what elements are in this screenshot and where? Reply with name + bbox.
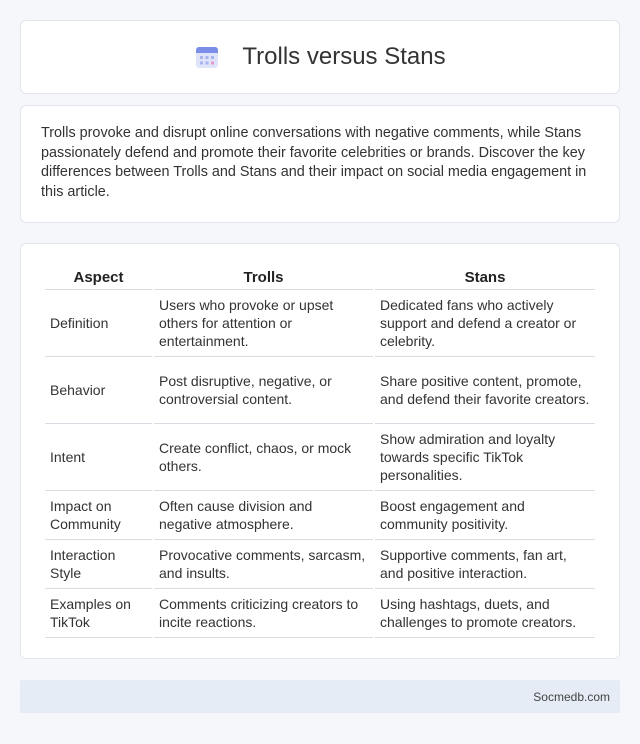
table-cell-stans: Dedicated fans who actively support and defend a creator or celebrity. [375, 290, 595, 357]
table-cell-aspect: Interaction Style [45, 540, 152, 589]
table-header-row [45, 262, 595, 290]
column-header-stans: Stans [375, 262, 595, 290]
intro-text: Trolls provoke and disrupt online conversations with negative comments, while Stans passionately defend and promote their favorite celebrities or brands. Discover the key differences between Trolls and Stans and their impact on social media engagement in this article. [41, 125, 587, 200]
table-row [45, 357, 595, 424]
comparison-table-card [20, 243, 620, 659]
page-title: Trolls versus Stans [242, 43, 446, 70]
column-header-trolls: Trolls [154, 262, 373, 290]
title-card [20, 20, 620, 94]
table-cell-stans: Share positive content, promote, and defend their favorite creators. [375, 357, 595, 424]
table-row [45, 424, 595, 491]
table-cell-aspect: Intent [45, 424, 152, 491]
table-row [45, 290, 595, 357]
table-cell-aspect: Behavior [45, 357, 152, 424]
intro-card [20, 105, 620, 223]
table-cell-trolls: Post disruptive, negative, or controversial content. [154, 357, 373, 424]
table-row [45, 589, 595, 638]
table-cell-stans: Show admiration and loyalty towards specific TikTok personalities. [375, 424, 595, 491]
calendar-icon [194, 44, 220, 70]
table-cell-trolls: Create conflict, chaos, or mock others. [154, 424, 373, 491]
footer-site-name: Socmedb.com [533, 689, 610, 704]
table-cell-trolls: Provocative comments, sarcasm, and insults. [154, 540, 373, 589]
table-cell-stans: Boost engagement and community positivity. [375, 491, 595, 540]
table-cell-stans: Using hashtags, duets, and challenges to promote creators. [375, 589, 595, 638]
table-row [45, 491, 595, 540]
comparison-table [43, 262, 597, 638]
table-cell-aspect: Examples on TikTok [45, 589, 152, 638]
table-cell-trolls: Comments criticizing creators to incite reactions. [154, 589, 373, 638]
table-row [45, 540, 595, 589]
column-header-aspect: Aspect [45, 262, 152, 290]
table-cell-aspect: Definition [45, 290, 152, 357]
table-cell-trolls: Often cause division and negative atmosphere. [154, 491, 373, 540]
footer-bar [20, 680, 620, 713]
table-cell-stans: Supportive comments, fan art, and positive interaction. [375, 540, 595, 589]
table-cell-trolls: Users who provoke or upset others for attention or entertainment. [154, 290, 373, 357]
table-cell-aspect: Impact on Community [45, 491, 152, 540]
